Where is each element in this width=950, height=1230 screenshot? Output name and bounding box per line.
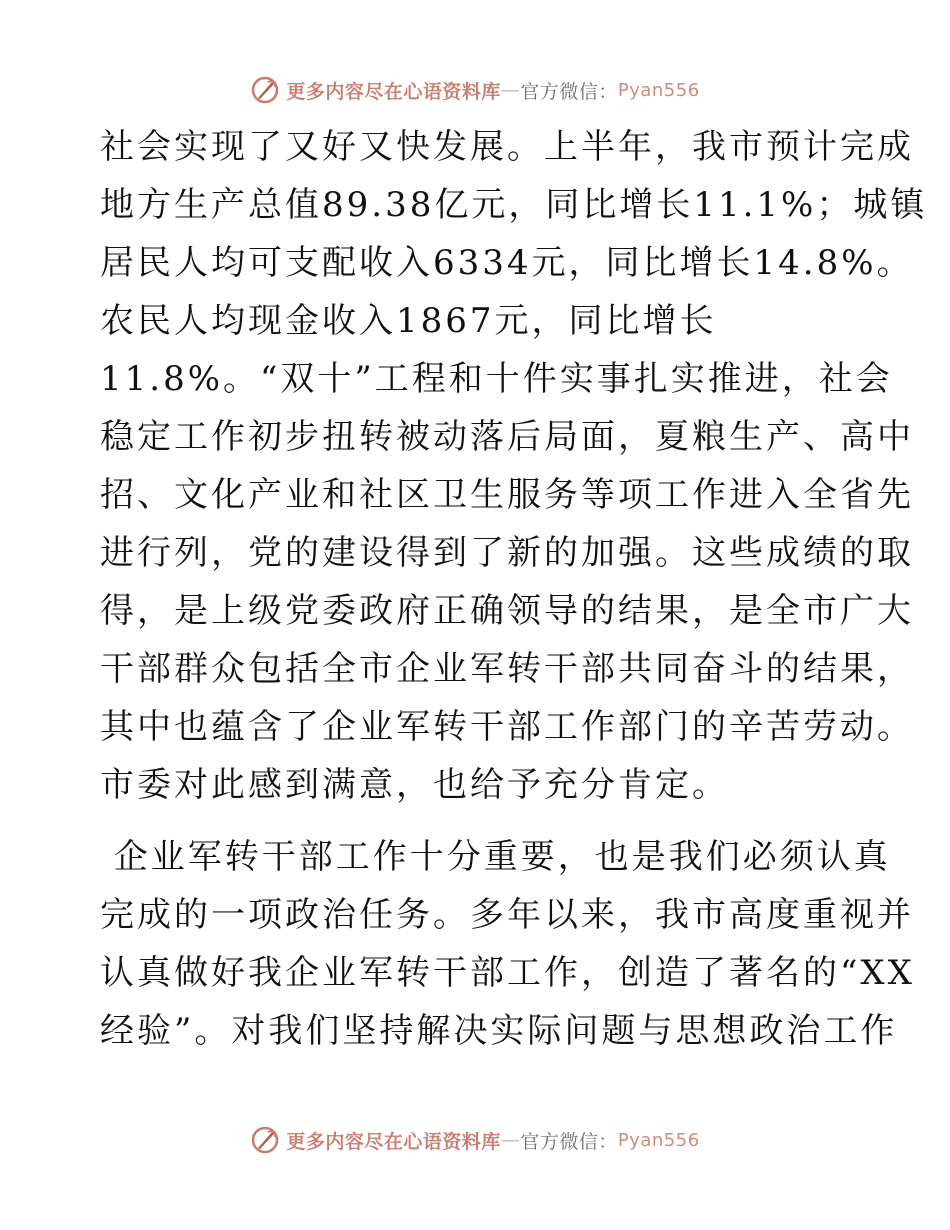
text-line: 市委对此感到满意，也给予充分肯定。	[100, 765, 729, 805]
watermark-sub-text: 官方微信：	[520, 1130, 618, 1153]
text-line: 地方生产总值89.38亿元，同比增长11.1%；城镇	[100, 185, 928, 225]
paragraph	[100, 118, 928, 814]
document-body	[100, 118, 928, 1060]
quill-pen-circle-icon	[250, 1125, 280, 1155]
footer-watermark	[0, 1120, 950, 1160]
watermark-main-text: 更多内容尽在心语资料库	[286, 80, 501, 103]
watermark-sub-text: 官方微信：	[520, 80, 618, 103]
text-line: 完成的一项政治任务。多年以来，我市高度重视并	[100, 895, 914, 935]
text-line: 经验”。对我们坚持解决实际问题与思想政治工作	[100, 1011, 898, 1051]
watermark-dash: —	[500, 79, 521, 101]
text-line: 认真做好我企业军转干部工作，创造了著名的“XX	[100, 953, 915, 993]
text-line: 干部群众包括全市企业军转干部共同奋斗的结果，	[100, 649, 914, 689]
paragraph	[100, 828, 915, 1060]
header-watermark	[0, 70, 950, 110]
watermark-main-text: 更多内容尽在心语资料库	[286, 1130, 501, 1153]
quill-pen-circle-icon	[250, 75, 280, 105]
text-line: 企业军转干部工作十分重要，也是我们必须认真	[100, 837, 891, 877]
text-line: 得，是上级党委政府正确领导的结果，是全市广大	[100, 591, 914, 631]
text-line: 其中也蕴含了企业军转干部工作部门的辛苦劳动。	[100, 707, 914, 747]
text-line: 稳定工作初步扭转被动落后局面，夏粮生产、高中	[100, 417, 914, 457]
text-line: 进行列，党的建设得到了新的加强。这些成绩的取	[100, 533, 914, 573]
watermark-dash: —	[500, 1129, 521, 1151]
text-line: 农民人均现金收入1867元，同比增长	[100, 301, 717, 341]
watermark-wechat-id: Pyan556	[617, 79, 700, 101]
text-line: 社会实现了又好又快发展。上半年，我市预计完成	[100, 127, 914, 167]
watermark-wechat-id: Pyan556	[617, 1129, 700, 1151]
text-line: 居民人均可支配收入6334元，同比增长14.8%。	[100, 243, 914, 283]
text-line: 招、文化产业和社区卫生服务等项工作进入全省先	[100, 475, 914, 515]
text-line: 11.8%。“双十”工程和十件实事扎实推进，社会	[100, 359, 893, 399]
